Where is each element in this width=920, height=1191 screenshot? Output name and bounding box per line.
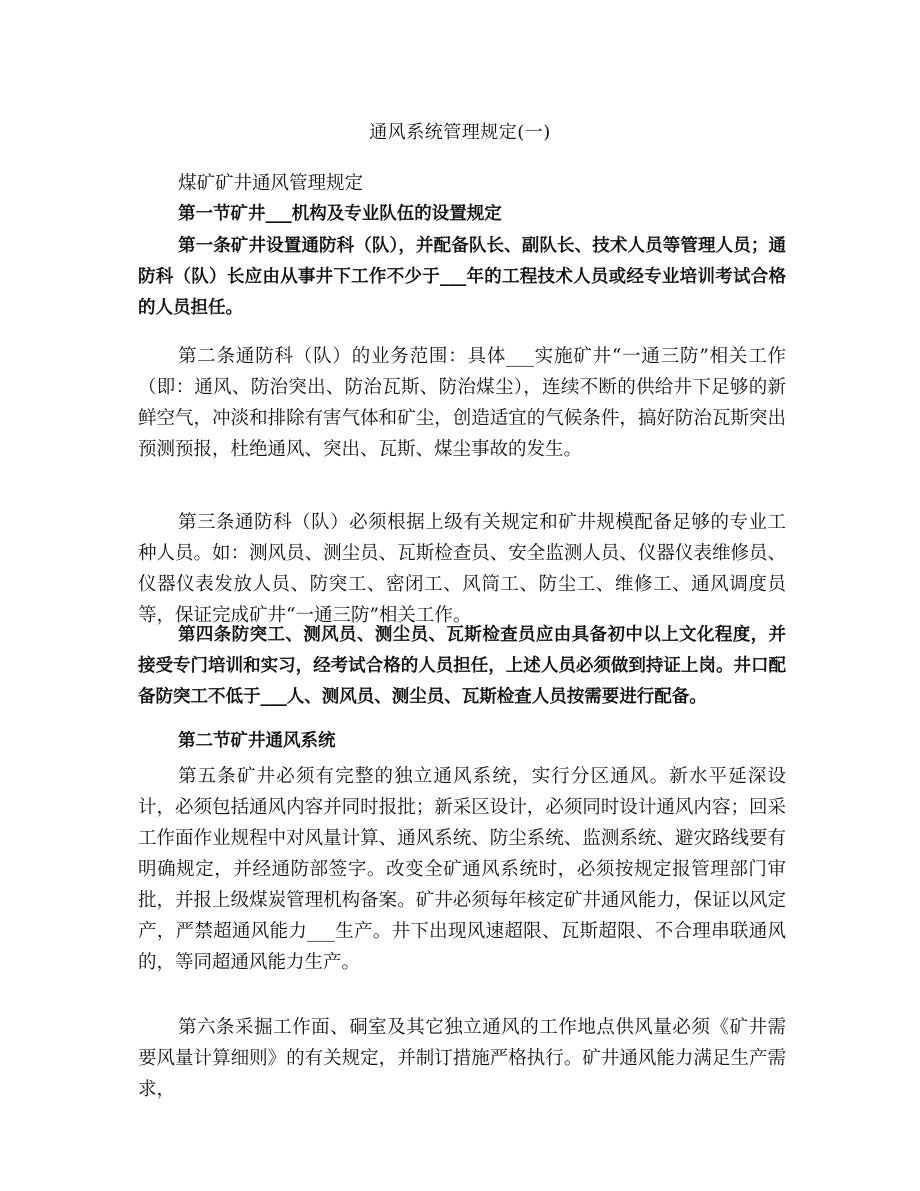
section-heading-1: 第一节矿井___机构及专业队伍的设置规定 [178,204,502,224]
article-1: 第一条矿井设置通防科（队），并配备队长、副队长、技术人员等管理人员；通防科（队）长应由从事井下工作不少于___年的工程技术人员或经专业培训考试合格的人员担任。 [138,236,786,318]
article-5: 第五条矿井必须有完整的独立通风系统，实行分区通风。新水平延深设计，必须包括通风内容并同时报批；新采区设计，必须同时设计通风内容；回采工作面作业规程中对风量计算、通风系统、防尘系统、监测系统、避灾路线要有明确规定，并经通防部签字。改变全矿通风系统时，必须按规定报管理部门审批，并报上级煤炭管理机构备案。矿井必须每年核定矿井通风能力，保证以风定产，严禁超通风能力___生产。井下出现风速超限、瓦斯超限、不合理串联通风的，等同超通风能力生产。 [138,766,786,973]
document-title: 通风系统管理规定(一) [369,122,551,143]
article-6: 第六条采掘工作面、硐室及其它独立通风的工作地点供风量必须《矿井需要风量计算细则》的有关规定，并制订措施严格执行。矿井通风能力满足生产需求， [138,1017,786,1100]
section-heading-2: 第二节矿井通风系统 [178,731,336,751]
article-3: 第三条通防科（队）必须根据上级有关规定和矿井规模配备足够的专业工种人员。如：测风员、测尘员、瓦斯检查员、安全监测人员、仪器仪表维修员、仪器仪表发放人员、防突工、密闭工、风筒工、防尘工、维修工、通风调度员等，保证完成矿井“一通三防”相关工作。 [138,512,786,626]
document-subtitle: 煤矿矿井通风管理规定 [178,173,364,194]
article-2: 第二条通防科（队）的业务范围：具体___实施矿井“一通三防”相关工作（即：通风、防治突出、防治瓦斯、防治煤尘），连续不断的供给井下足够的新鲜空气，冲淡和排除有害气体和矿尘，创造适宜的气候条件，搞好防治瓦斯突出预测预报，杜绝通风、突出、瓦斯、煤尘事故的发生。 [138,346,786,460]
article-4: 第四条防突工、测风员、测尘员、瓦斯检查员应由具备初中以上文化程度，并接受专门培训和实习，经考试合格的人员担任，上述人员必须做到持证上岗。井口配备防突工不低于___人、测风员、测尘员、瓦斯检查人员按需要进行配备。 [138,625,786,707]
